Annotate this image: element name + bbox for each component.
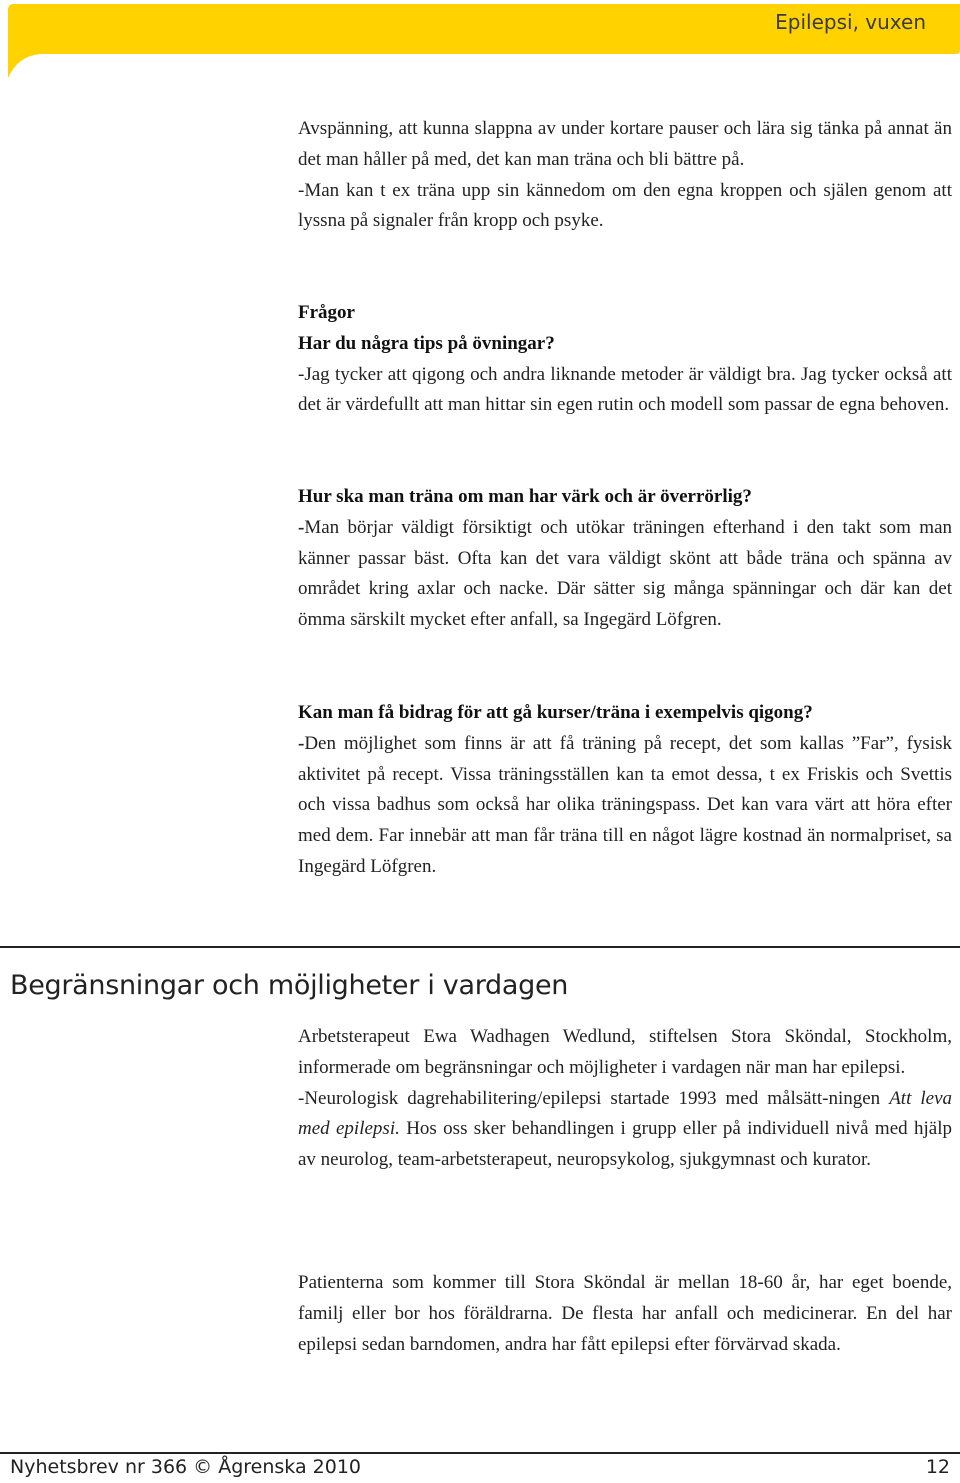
question: Hur ska man träna om man har värk och är överrörlig?: [298, 486, 752, 507]
footer-text: Nyhetsbrev nr 366 © Ågrenska 2010: [10, 1456, 361, 1478]
text-block-4: [298, 698, 952, 883]
header-band: [0, 0, 960, 86]
answer-dash: -: [298, 516, 305, 538]
paragraph-italic: Att leva med epilepsi.: [298, 1087, 953, 1140]
paragraph: [298, 1084, 952, 1176]
section-heading: Frågor: [298, 302, 355, 323]
footer-divider: [0, 1452, 960, 1454]
text-block-5: [298, 1022, 952, 1176]
section-title: Begränsningar och möjligheter i vardagen: [10, 970, 569, 1001]
text-block-3: [298, 482, 952, 636]
paragraph-end: Hos oss sker behandlingen i grupp eller på individuell nivå med hjälp av neurolog, team-arbetsterapeut, neuropsykolog, sjukgymnast och kurator.: [298, 1118, 952, 1171]
text-block-1: [298, 114, 952, 237]
paragraph: Patienterna som kommer till Stora Sköndal är mellan 18-60 år, har eget boende, familj eller bor hos föräldrarna. De flesta har anfall och medicinerar. En del har epilepsi sedan barndomen, andra har fått epilepsi efter förvärvad skada.: [298, 1272, 952, 1355]
text-block-6: [298, 1268, 952, 1360]
answer: -Jag tycker att qigong och andra liknande metoder är väldigt bra. Jag tycker också att det är värdefullt att man hittar sin egen rutin och modell som passar de egna behoven.: [298, 363, 952, 416]
paragraph: Arbetsterapeut Ewa Wadhagen Wedlund, stiftelsen Stora Sköndal, Stockholm, informerade om begränsningar och möjligheter i vardagen när man har epilepsi.: [298, 1026, 952, 1078]
text-block-2: [298, 298, 952, 421]
page-number: 12: [925, 1456, 950, 1478]
answer: [298, 513, 952, 636]
paragraph-start: -Neurologisk dagrehabilitering/epilepsi startade 1993 med målsätt-ningen: [298, 1087, 890, 1109]
section-divider: [0, 946, 960, 948]
header-title: Epilepsi, vuxen: [775, 10, 926, 34]
answer: [298, 729, 952, 883]
paragraph: Avspänning, att kunna slappna av under kortare pauser och lära sig tänka på annat än det man håller på med, det kan man träna och bli bättre på.: [298, 118, 952, 170]
answer-text: Man börjar väldigt försiktigt och utökar träningen efterhand i den takt som man känner passar bäst. Ofta kan det vara väldigt skönt att både träna och spänna av området kring axlar och nacke. Där sätter sig många spänningar och där kan det ömma särskilt mycket efter anfall, sa Ingegärd Löfgren.: [298, 516, 952, 631]
answer-text: Den möjlighet som finns är att få träning på recept, det som kallas ”Far”, fysisk aktivitet på recept. Vissa träningsställen kan ta emot dessa, t ex Friskis och Svettis och vissa badhus som också har olika träningspass. Det kan vara värt att höra efter med dem. Far innebär att man får träna till en något lägre kostnad än normalpriset, sa Ingegärd Löfgren.: [298, 732, 952, 877]
paragraph: -Man kan t ex träna upp sin kännedom om den egna kroppen och själen genom att lyssna på signaler från kropp och psyke.: [298, 179, 952, 232]
question: Kan man få bidrag för att gå kurser/träna i exempelvis qigong?: [298, 702, 813, 723]
answer-dash: -: [298, 732, 305, 754]
question: Har du några tips på övningar?: [298, 332, 555, 354]
